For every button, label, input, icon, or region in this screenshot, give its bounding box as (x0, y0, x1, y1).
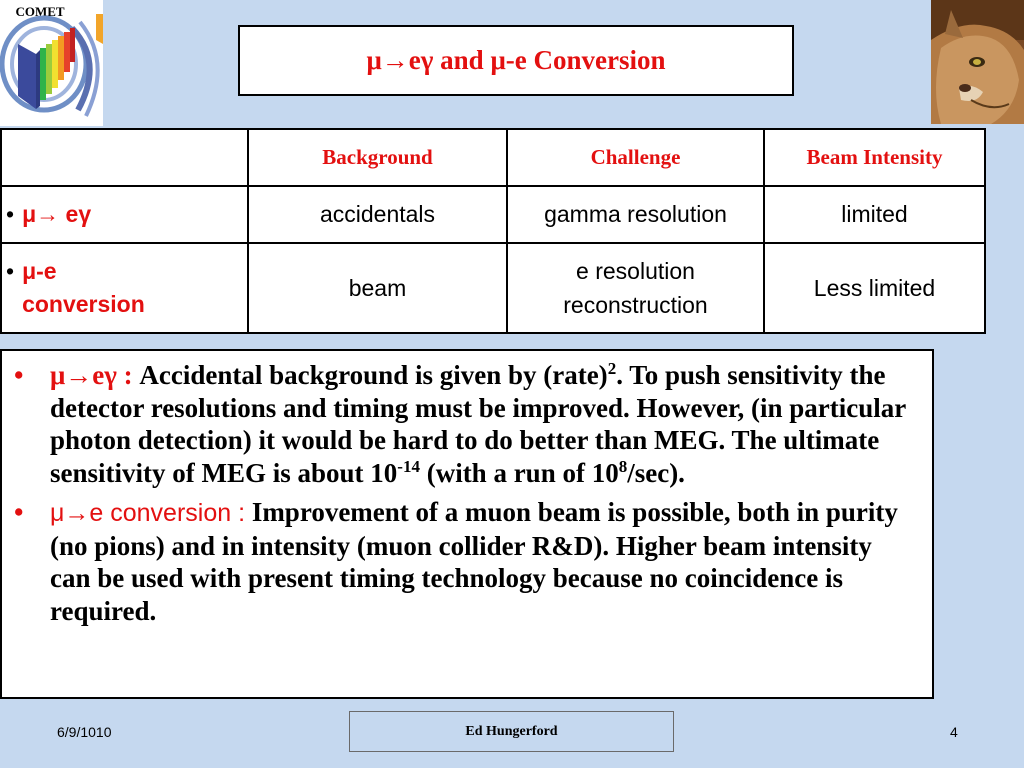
notes-list (2, 351, 932, 627)
slide-title-box (238, 25, 794, 96)
table-cell-beam-intensity: limited (764, 186, 985, 243)
table-row (1, 186, 985, 243)
footer-author-box (349, 711, 674, 752)
table-cell-challenge: gamma resolution (507, 186, 764, 243)
table-cell-background: accidentals (248, 186, 507, 243)
list-item (14, 496, 918, 627)
bullet-text-part3: (with a run of 10 (419, 457, 619, 488)
challenge-line1: e resolution (576, 258, 695, 284)
header-cell-challenge: Challenge (507, 129, 764, 186)
footer-date: 6/9/1010 (57, 724, 112, 740)
row-label-line2: conversion (22, 291, 145, 317)
bullet-text-part1: Accidental background is given by (rate) (132, 360, 608, 390)
row-label-text: μ→ eγ (22, 201, 92, 227)
row-label-mu-e-gamma (1, 186, 248, 243)
header-cell-background: Background (248, 129, 507, 186)
list-item (14, 359, 918, 489)
comet-logo (0, 0, 103, 126)
slide-title: μ→eγ and μ-e Conversion (366, 45, 666, 75)
table-cell-beam-intensity: Less limited (764, 243, 985, 333)
header-cell-beam-intensity: Beam Intensity (764, 129, 985, 186)
superscript-8: 8 (618, 456, 628, 476)
bullet-text-part2: . To push sensitivity the detector resolutions and timing must be improved. However, (in particular photon detection) it would be hard to do better than MEG. The ultimate sensitivity of MEG is about 10 (50, 360, 906, 488)
row-label-line1: μ-e (22, 258, 57, 284)
superscript-minus-14: -14 (397, 456, 420, 476)
bullet-dot: • (6, 201, 15, 227)
bullet-dot: • (14, 497, 24, 527)
header-cell-empty (1, 129, 248, 186)
bullet-lead: μ→e conversion (50, 499, 232, 527)
logo-title: COMET (15, 4, 65, 19)
page-number: 4 (950, 724, 958, 740)
bullet-text-part4: /sec). (627, 457, 685, 488)
bullet-lead: μ→eγ : (50, 360, 133, 390)
bullet-text: Improvement of a muon beam is possible, both in purity (no pions) and in intensity (muon collider R&D). Higher beam intensity can be used with present timing technology because no coincidence is required. (50, 497, 898, 626)
bullet-dot: • (14, 360, 24, 390)
challenge-line2: reconstruction (563, 292, 708, 318)
row-label-mu-e-conversion (1, 243, 248, 333)
comet-emblem-icon (0, 14, 103, 126)
cougar-photo (931, 0, 1024, 124)
bullet-lead-colon: : (231, 499, 246, 527)
comparison-table (0, 128, 986, 334)
bullet-dot: • (6, 258, 15, 284)
table-cell-background: beam (248, 243, 507, 333)
table-cell-challenge (507, 243, 764, 333)
table-header-row (1, 129, 985, 186)
notes-box (0, 349, 934, 699)
superscript-2: 2 (607, 359, 617, 378)
footer-author: Ed Hungerford (465, 723, 558, 739)
table-row (1, 243, 985, 333)
